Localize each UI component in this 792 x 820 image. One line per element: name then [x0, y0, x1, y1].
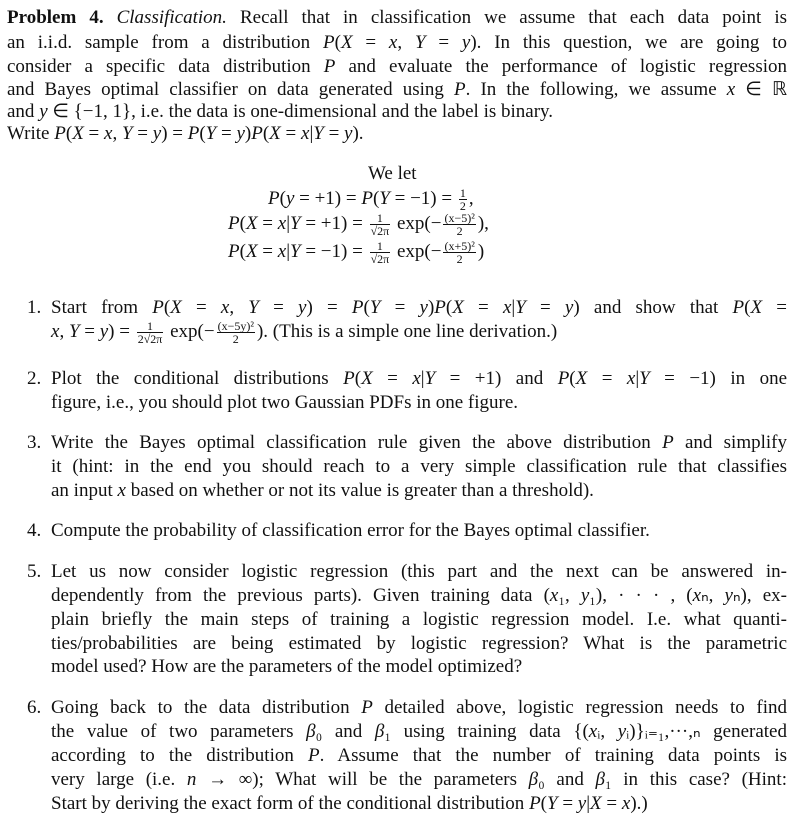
- text-run: ₁ using training data {(: [384, 721, 589, 742]
- math-symbol: y: [298, 297, 307, 318]
- text-run: = +1) and: [435, 368, 558, 389]
- text-run: it (hint: in the end you should reach to a very simple classification rule that classifies: [51, 456, 787, 477]
- math-symbol: P: [361, 697, 373, 718]
- item-number: 4.: [27, 520, 42, 541]
- math-symbol: P: [268, 188, 280, 209]
- math-symbol: x: [588, 721, 598, 742]
- text-run: (: [372, 188, 380, 209]
- fraction-numerator: (x+5)²: [444, 239, 475, 254]
- math-symbol: P: [54, 123, 66, 144]
- math-symbol: Y: [547, 793, 558, 814]
- text-run: figure, i.e., you should plot two Gaussian PDFs in one figure.: [51, 392, 519, 413]
- text-run: ) =: [306, 297, 352, 318]
- text-run: ,: [229, 297, 249, 318]
- math-symbol: y: [580, 585, 590, 606]
- math-symbol: y: [285, 188, 295, 209]
- text-run: ₀ and: [315, 721, 375, 742]
- text-run: ,: [397, 32, 415, 53]
- math-symbol: P: [351, 297, 364, 318]
- text-run: =: [258, 297, 298, 318]
- text-run: Plot the conditional distributions: [51, 368, 344, 389]
- text-run: plain briefly the main steps of training a logistic regression model. I.e. what quanti-: [51, 609, 787, 630]
- text-run: =: [380, 297, 420, 318]
- text-run: =: [463, 297, 503, 318]
- math-symbol: β: [528, 769, 539, 790]
- math-symbol: Y: [248, 297, 259, 318]
- math-symbol: P: [323, 32, 335, 53]
- math-symbol: x: [726, 79, 736, 100]
- text-run: = −1) in one: [649, 368, 787, 389]
- text-run: (: [334, 32, 341, 53]
- item-number: 2.: [27, 368, 42, 389]
- text-run: ). (This is a simple one line derivation.): [256, 321, 558, 342]
- text-run: =: [425, 32, 462, 53]
- text-run: (: [239, 213, 246, 234]
- text-run: an i.i.d. sample from a distribution: [7, 32, 323, 53]
- text-run: =: [587, 368, 627, 389]
- text-run: =: [323, 123, 345, 144]
- text-run: =: [257, 213, 278, 234]
- math-symbol: X: [750, 297, 763, 318]
- fraction-denominator: 2: [456, 252, 463, 267]
- fraction-numerator: 1: [137, 320, 164, 333]
- math-symbol: P: [361, 188, 373, 209]
- text-run: =: [352, 32, 389, 53]
- text-run: exp(−: [392, 241, 442, 262]
- text-run: =: [525, 297, 565, 318]
- fraction: [443, 240, 475, 265]
- text-run: the value of two parameters: [51, 721, 307, 742]
- text-run: |: [635, 368, 640, 389]
- fraction-denominator: 2: [459, 199, 466, 214]
- text-run: ₁ in this case? (Hint:: [604, 769, 787, 790]
- text-run: exp(−: [392, 213, 442, 234]
- math-symbol: X: [340, 32, 353, 53]
- math-symbol: Y: [379, 188, 390, 209]
- fraction: [217, 320, 255, 345]
- math-symbol: Y: [639, 368, 650, 389]
- text-run: Let us now consider logistic regression (this part and the next can be answered in-: [51, 561, 787, 582]
- math-symbol: P: [307, 745, 320, 766]
- text-run: ) and show that: [573, 297, 733, 318]
- math-symbol: P: [454, 79, 466, 100]
- math-symbol: P: [228, 241, 240, 262]
- text-run: |: [586, 793, 591, 814]
- intro-line: [7, 78, 787, 102]
- fraction: [370, 240, 391, 265]
- item-line: [51, 431, 787, 455]
- text-run: according to the distribution: [51, 745, 308, 766]
- text-run: (: [279, 188, 286, 209]
- math-symbol: β: [306, 721, 316, 742]
- math-symbol: Y: [290, 213, 301, 234]
- fraction: [459, 187, 467, 212]
- math-symbol: y: [152, 123, 162, 144]
- item-line: [51, 792, 787, 816]
- text-run: (: [354, 368, 362, 389]
- math-symbol: X: [245, 241, 258, 262]
- text-run: =: [280, 123, 301, 144]
- item-line: [51, 744, 787, 768]
- math-symbol: X: [361, 368, 373, 389]
- text-run: =: [557, 793, 578, 814]
- item-line: [51, 519, 787, 543]
- text-run: ₀ and: [538, 769, 596, 790]
- math-symbol: y: [419, 297, 428, 318]
- math-symbol: X: [245, 213, 258, 234]
- math-symbol: X: [575, 368, 588, 389]
- text-run: → ∞); What will be the parameters: [196, 769, 529, 790]
- item-number: 3.: [27, 432, 42, 453]
- text-run: |: [309, 123, 314, 144]
- text-run: ∈ {−1, 1}, i.e. the data is one-dimensional and the label is binary.: [47, 101, 554, 122]
- math-symbol: P: [662, 432, 674, 453]
- math-symbol: P: [557, 368, 570, 389]
- text-run: ),: [477, 213, 489, 234]
- math-symbol: x: [549, 585, 559, 606]
- definition-line: [268, 187, 474, 212]
- text-run: (: [65, 123, 73, 144]
- text-run: =: [372, 368, 413, 389]
- text-run: =: [762, 297, 788, 318]
- item-number: 5.: [27, 561, 42, 582]
- item-line: [51, 560, 787, 584]
- text-run: consider a specific data distribution: [7, 56, 324, 77]
- text-run: Recall that in classification we assume that each data point is: [226, 7, 787, 28]
- text-run: and evaluate the performance of logistic regression: [335, 56, 787, 77]
- math-symbol: X: [452, 297, 464, 318]
- item-line: [51, 367, 787, 391]
- math-symbol: x: [388, 32, 398, 53]
- fraction: [443, 212, 475, 237]
- math-symbol: y: [617, 721, 627, 742]
- text-run: . Assume that the number of training data points is: [319, 745, 788, 766]
- math-symbol: P: [529, 793, 541, 814]
- text-run: ). In this question, we are going to: [470, 32, 788, 53]
- text-run: |: [511, 297, 516, 318]
- text-run: ,: [59, 321, 69, 342]
- math-symbol: x: [502, 297, 512, 318]
- text-run: ).): [630, 793, 648, 814]
- math-symbol: x: [51, 321, 60, 342]
- text-run: Write the Bayes optimal classification rule given the above distribution: [51, 432, 663, 453]
- math-symbol: β: [374, 721, 385, 742]
- text-run: Start from: [51, 297, 153, 318]
- text-run: = +1) =: [294, 188, 362, 209]
- text-run: very large (i.e.: [51, 769, 187, 790]
- item-number: 1.: [27, 297, 42, 318]
- math-symbol: x: [412, 368, 421, 389]
- definition-line: [228, 240, 484, 265]
- text-run: =: [79, 321, 100, 342]
- definition-line: [228, 212, 489, 237]
- text-run: Write: [7, 123, 55, 144]
- text-run: = −1) =: [389, 188, 457, 209]
- math-symbol: Y: [290, 241, 301, 262]
- fraction-denominator: 2: [456, 224, 463, 239]
- text-run: model used? How are the parameters of the model optimized?: [51, 656, 523, 677]
- intro-line: [7, 55, 787, 79]
- text-run: (: [363, 297, 370, 318]
- text-run: ) =: [161, 123, 188, 144]
- text-run: exp(−: [165, 321, 215, 342]
- text-run: detailed above, logistic regression needs to find: [372, 697, 787, 718]
- math-symbol: Y: [205, 123, 217, 144]
- math-symbol: x: [626, 368, 636, 389]
- item-line: [51, 608, 787, 632]
- math-symbol: y: [564, 297, 574, 318]
- text-run: =: [216, 123, 237, 144]
- intro-line: [7, 122, 787, 146]
- text-run: (: [239, 241, 246, 262]
- text-run: Start by deriving the exact form of the conditional distribution: [51, 793, 530, 814]
- text-run: |: [286, 241, 291, 262]
- math-symbol: P: [323, 56, 336, 77]
- text-run: ): [477, 241, 485, 262]
- fraction-denominator: 2√2π: [137, 332, 163, 347]
- fraction-numerator: 1: [459, 186, 466, 201]
- fraction-denominator: √2π: [370, 252, 390, 267]
- text-run: ∈ ℝ: [735, 79, 787, 100]
- math-symbol: x: [692, 585, 702, 606]
- text-run: (: [262, 123, 270, 144]
- math-symbol: Y: [68, 321, 80, 342]
- text-run: dependently from the previous parts). Given training data (: [51, 585, 550, 606]
- text-run: =: [83, 123, 105, 144]
- item-line: [51, 479, 787, 503]
- text-run: and Bayes optimal classifier on data generated using: [7, 79, 454, 100]
- math-symbol: P: [732, 297, 745, 318]
- text-run: Going back to the data distribution: [51, 697, 362, 718]
- math-symbol: P: [343, 368, 355, 389]
- text-run: Compute the probability of classification error for the Bayes optimal classifier.: [51, 520, 650, 541]
- text-run: . In the following, we assume: [465, 79, 727, 100]
- math-symbol: Y: [424, 368, 436, 389]
- text-run: ᵢ,: [597, 721, 618, 742]
- text-run: =: [181, 297, 221, 318]
- text-run: (: [199, 123, 206, 144]
- definition-line: [368, 162, 417, 186]
- text-run: (: [163, 297, 171, 318]
- text-run: =: [601, 793, 622, 814]
- item-line: [51, 455, 787, 479]
- math-symbol: x: [104, 123, 113, 144]
- math-symbol: n: [186, 769, 197, 790]
- math-symbol: Y: [121, 123, 133, 144]
- text-run: ₙ), ex-: [732, 585, 787, 606]
- item-line: [51, 632, 787, 656]
- item-line: [51, 768, 787, 792]
- problem-heading: Problem 4.: [7, 7, 104, 28]
- math-symbol: y: [236, 123, 245, 144]
- intro-line: [7, 6, 787, 30]
- text-run: (: [540, 793, 547, 814]
- math-symbol: y: [461, 32, 471, 53]
- math-symbol: y: [344, 123, 353, 144]
- text-run: ): [427, 297, 435, 318]
- fraction-denominator: 2: [232, 332, 239, 347]
- math-symbol: P: [251, 123, 263, 144]
- math-symbol: x: [277, 241, 287, 262]
- text-run: ,: [468, 188, 474, 209]
- math-symbol: P: [228, 213, 240, 234]
- text-run: ) =: [108, 321, 135, 342]
- item-line: [51, 655, 787, 679]
- text-run: (: [569, 368, 576, 389]
- fraction: [137, 320, 164, 345]
- math-symbol: y: [724, 585, 733, 606]
- text-run: = +1) =: [300, 213, 368, 234]
- math-symbol: x: [277, 213, 287, 234]
- text-run: |: [286, 213, 291, 234]
- text-run: ᵢ)}ᵢ₌₁,···,ₙ generated: [626, 721, 787, 742]
- text-run: =: [132, 123, 153, 144]
- math-symbol: X: [590, 793, 602, 814]
- math-symbol: P: [152, 297, 164, 318]
- intro-line: [7, 100, 787, 124]
- fraction-numerator: 1: [370, 240, 391, 253]
- text-run: based on whether or not its value is greater than a threshold).: [125, 480, 594, 501]
- text-run: =: [257, 241, 278, 262]
- item-line: [51, 296, 787, 320]
- math-symbol: Classification.: [116, 7, 227, 28]
- text-run: ties/probabilities are being estimated by logistic regression? What is the parametric: [51, 633, 787, 654]
- fraction-numerator: (x−5y)²: [217, 319, 254, 334]
- fraction: [370, 212, 391, 237]
- math-symbol: Y: [515, 297, 526, 318]
- item-line: [51, 584, 787, 608]
- text-run: [104, 7, 117, 28]
- text-run: (: [744, 297, 751, 318]
- text-run: an input: [51, 480, 118, 501]
- text-run: |: [420, 368, 425, 389]
- math-symbol: Y: [369, 297, 381, 318]
- math-symbol: Y: [313, 123, 324, 144]
- fraction-numerator: (x−5)²: [444, 211, 475, 226]
- math-symbol: y: [577, 793, 587, 814]
- fraction-numerator: 1: [370, 212, 391, 225]
- text-run: ₙ,: [701, 585, 725, 606]
- math-symbol: X: [170, 297, 182, 318]
- item-line: [51, 391, 787, 415]
- fraction-denominator: √2π: [370, 224, 390, 239]
- text-run: ): [244, 123, 252, 144]
- math-symbol: y: [99, 321, 109, 342]
- text-run: and simplify: [673, 432, 787, 453]
- math-symbol: x: [621, 793, 631, 814]
- item-number: 6.: [27, 697, 42, 718]
- text-run: and: [7, 101, 40, 122]
- intro-line: [7, 31, 787, 55]
- item-line: [51, 720, 787, 744]
- math-symbol: y: [39, 101, 48, 122]
- item-line: [51, 696, 787, 720]
- math-symbol: X: [72, 123, 84, 144]
- item-line: [51, 320, 787, 345]
- math-symbol: P: [434, 297, 446, 318]
- math-symbol: x: [117, 480, 126, 501]
- math-symbol: X: [269, 123, 281, 144]
- text-run: We let: [368, 163, 417, 184]
- math-symbol: x: [220, 297, 230, 318]
- math-symbol: β: [595, 769, 605, 790]
- math-symbol: x: [301, 123, 310, 144]
- text-run: ,: [112, 123, 122, 144]
- text-run: (: [445, 297, 453, 318]
- math-symbol: P: [187, 123, 200, 144]
- text-run: ).: [352, 123, 364, 144]
- text-run: = −1) =: [300, 241, 368, 262]
- text-run: ₁), · · · , (: [589, 585, 693, 606]
- math-symbol: Y: [414, 32, 426, 53]
- text-run: ₁,: [558, 585, 581, 606]
